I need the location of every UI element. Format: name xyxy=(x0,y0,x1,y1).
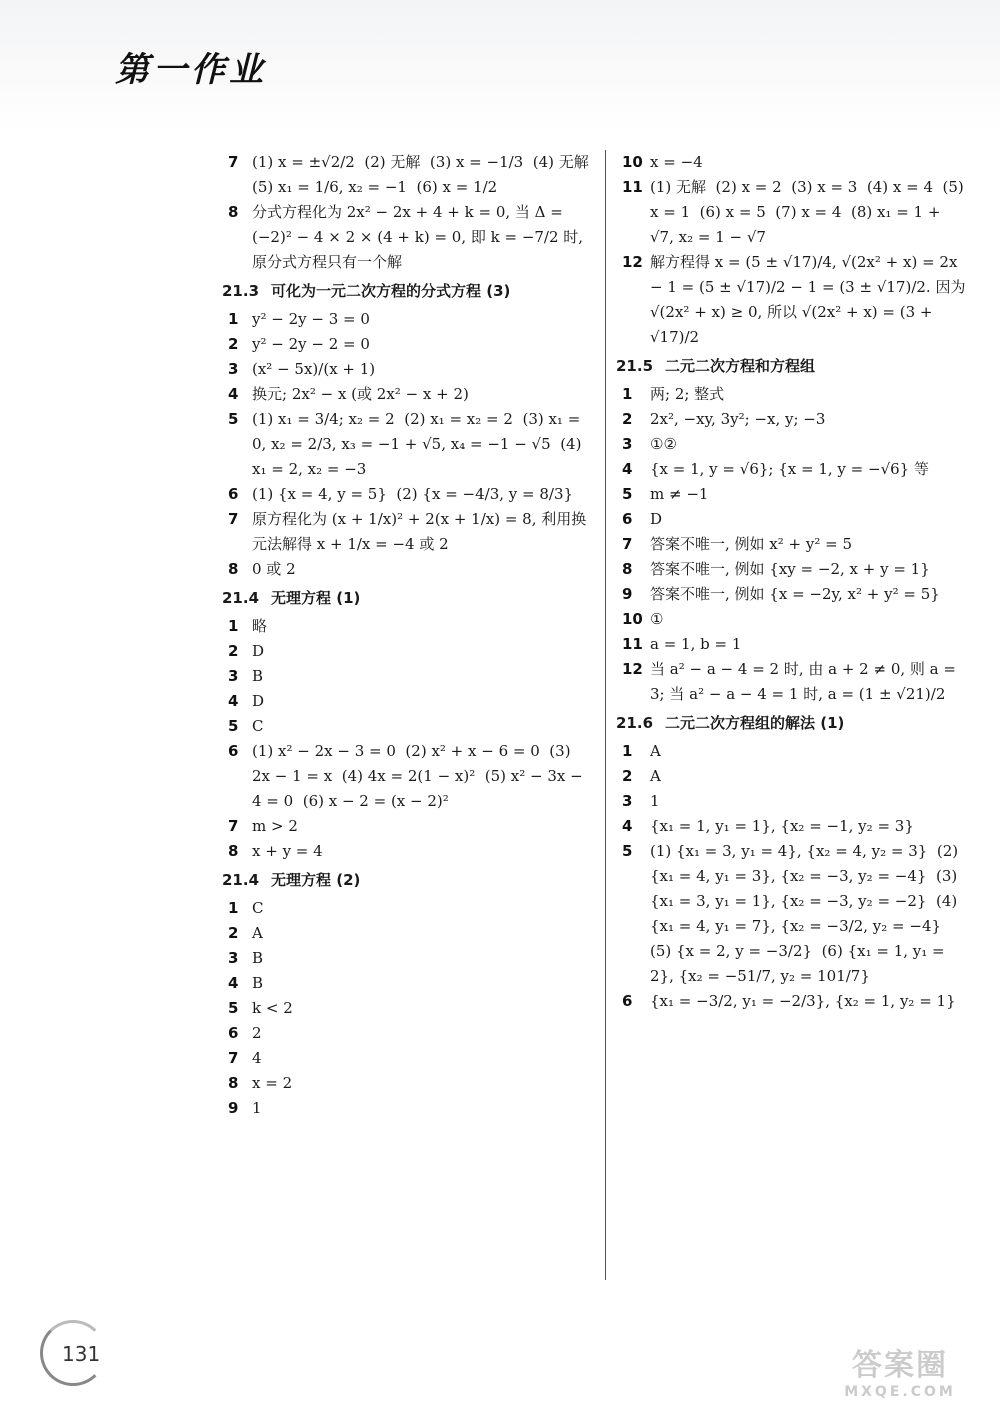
answer-item xyxy=(228,921,590,946)
answer-text: ① xyxy=(650,610,664,628)
answer-text: 当 a² − a − 4 = 2 时, 由 a + 2 ≠ 0, 则 a = 3; 当 a² − a − 4 = 1 时, a = (1 ± √21)/2 xyxy=(650,660,961,703)
answer-number: 9 xyxy=(622,585,633,603)
answer-number: 7 xyxy=(228,510,239,528)
answer-number: 3 xyxy=(622,435,633,453)
section-code: 21.5 xyxy=(616,357,654,375)
answer-item xyxy=(228,996,590,1021)
answer-number: 5 xyxy=(228,410,239,428)
answer-number: 7 xyxy=(622,535,633,553)
answer-item xyxy=(228,839,590,864)
answer-text: (1) {x = 4, y = 5} (2) {x = −4/3, y = 8/3} xyxy=(252,485,574,503)
answer-text: m ≠ −1 xyxy=(650,485,709,503)
answer-item xyxy=(228,664,590,689)
answer-item xyxy=(228,1046,590,1071)
answer-item xyxy=(228,507,590,557)
answer-number: 1 xyxy=(228,310,239,328)
column-divider xyxy=(605,150,606,1280)
answer-text: 1 xyxy=(650,792,660,810)
answer-number: 3 xyxy=(228,949,239,967)
answer-number: 4 xyxy=(228,385,239,403)
answer-text: x = 2 xyxy=(252,1074,293,1092)
answer-number: 10 xyxy=(622,610,643,628)
answer-item xyxy=(622,814,967,839)
answer-number: 4 xyxy=(228,974,239,992)
section-heading xyxy=(222,586,590,610)
answer-text: 解方程得 x = (5 ± √17)/4, √(2x² + x) = 2x − 1 = (5 ± √17)/2 − 1 = (3 ± √17)/2. 因为 √(2x² + x) ≥ 0, 所以 √(2x² + x) = (3 + √17)/2 xyxy=(650,253,971,346)
answer-item xyxy=(622,250,971,350)
answer-item xyxy=(228,689,590,714)
answer-item xyxy=(228,714,590,739)
answer-item xyxy=(228,382,590,407)
answer-text: 略 xyxy=(252,617,268,635)
answer-item xyxy=(622,557,967,582)
answer-text: 答案不唯一, 例如 {x = −2y, x² + y² = 5} xyxy=(650,585,940,603)
answer-text: (1) x₁ = 3/4; x₂ = 2 (2) x₁ = x₂ = 2 (3) x₁ = 0, x₂ = 2/3, x₃ = −1 + √5, x₄ = −1 − √5 (4) x₁ = 2, x₂ = −3 xyxy=(252,410,587,478)
answer-number: 8 xyxy=(228,1074,239,1092)
answer-item xyxy=(622,150,967,175)
answer-number: 10 xyxy=(622,153,643,171)
right-column xyxy=(616,150,971,1014)
answer-number: 11 xyxy=(622,178,643,196)
answer-item xyxy=(622,175,967,250)
answer-text: D xyxy=(650,510,663,528)
answer-item xyxy=(228,557,590,582)
answer-text: y² − 2y − 2 = 0 xyxy=(252,335,370,353)
answer-text: 答案不唯一, 例如 x² + y² = 5 xyxy=(650,535,853,553)
answer-text: (1) 无解 (2) x = 2 (3) x = 3 (4) x = 4 (5) x = 1 (6) x = 5 (7) x = 4 (8) x₁ = 1 + √7, x₂ = 1 − √7 xyxy=(650,178,969,246)
answer-item xyxy=(228,1021,590,1046)
answer-item xyxy=(622,789,967,814)
answer-number: 3 xyxy=(622,792,633,810)
answer-item xyxy=(622,432,967,457)
section-title: 可化为一元二次方程的分式方程 (3) xyxy=(271,282,511,300)
answer-number: 4 xyxy=(622,817,633,835)
answer-item xyxy=(228,614,590,639)
answer-text: x + y = 4 xyxy=(252,842,323,860)
answer-text: {x = 1, y = √6}; {x = 1, y = −√6} 等 xyxy=(650,460,929,478)
answer-text: k < 2 xyxy=(252,999,293,1017)
answer-number: 5 xyxy=(622,485,633,503)
answer-item xyxy=(228,307,590,332)
answer-number: 12 xyxy=(622,253,643,271)
answer-number: 8 xyxy=(228,842,239,860)
answer-text: 1 xyxy=(252,1099,262,1117)
page-number: 131 xyxy=(62,1342,101,1366)
answer-item xyxy=(228,814,590,839)
answer-number: 6 xyxy=(228,1024,239,1042)
answer-text: a = 1, b = 1 xyxy=(650,635,742,653)
section-title: 无理方程 (2) xyxy=(271,871,361,889)
answer-item xyxy=(228,639,590,664)
watermark-main: 答案圈 xyxy=(852,1348,948,1383)
answer-item xyxy=(622,764,967,789)
answer-item xyxy=(622,607,967,632)
answer-number: 1 xyxy=(622,742,633,760)
answer-number: 1 xyxy=(228,617,239,635)
answer-text: D xyxy=(252,642,265,660)
answer-item xyxy=(622,482,967,507)
answer-text: A xyxy=(650,742,661,760)
answer-text: x = −4 xyxy=(650,153,703,171)
answer-number: 6 xyxy=(622,510,633,528)
answer-text: (1) x² − 2x − 3 = 0 (2) x² + x − 6 = 0 (3) 2x − 1 = x (4) 4x = 2(1 − x)² (5) x² − 3x − 4 = 0 (6) x − 2 = (x − 2)² xyxy=(252,742,588,810)
section-heading xyxy=(222,279,590,303)
answer-text: 2 xyxy=(252,1024,262,1042)
answer-item xyxy=(622,632,967,657)
answer-number: 12 xyxy=(622,660,643,678)
answer-number: 2 xyxy=(622,410,633,428)
answer-number: 4 xyxy=(622,460,633,478)
answer-number: 5 xyxy=(228,717,239,735)
answer-text: (x² − 5x)/(x + 1) xyxy=(252,360,376,378)
answer-number: 2 xyxy=(228,642,239,660)
answer-item xyxy=(622,657,967,707)
answer-item xyxy=(228,407,590,482)
answer-number: 1 xyxy=(228,899,239,917)
answer-item xyxy=(622,739,967,764)
answer-item xyxy=(228,896,590,921)
answer-number: 8 xyxy=(228,560,239,578)
answer-item xyxy=(622,532,967,557)
answer-text: A xyxy=(650,767,661,785)
section-title: 二元二次方程和方程组 xyxy=(665,357,816,375)
answer-text: A xyxy=(252,924,263,942)
answer-number: 6 xyxy=(622,992,633,1010)
answer-item xyxy=(622,457,967,482)
answer-number: 9 xyxy=(228,1099,239,1117)
answer-number: 2 xyxy=(228,924,239,942)
answer-text: B xyxy=(252,974,264,992)
answer-text: 原方程化为 (x + 1/x)² + 2(x + 1/x) = 8, 利用换元法解得 x + 1/x = −4 或 2 xyxy=(252,510,587,553)
answer-text: 2x², −xy, 3y²; −x, y; −3 xyxy=(650,410,826,428)
answer-item xyxy=(228,150,590,200)
answer-number: 7 xyxy=(228,817,239,835)
answer-item xyxy=(228,332,590,357)
section-heading xyxy=(222,868,590,892)
answer-number: 6 xyxy=(228,485,239,503)
answer-number: 8 xyxy=(228,203,239,221)
section-heading xyxy=(616,711,967,735)
watermark-sub: MXQE.COM xyxy=(844,1384,956,1400)
answer-item xyxy=(622,382,967,407)
answer-text: {x₁ = 1, y₁ = 1}, {x₂ = −1, y₂ = 3} xyxy=(650,817,914,835)
answer-text: (1) {x₁ = 3, y₁ = 4}, {x₂ = 4, y₂ = 3} (2) {x₁ = 4, y₁ = 3}, {x₂ = −3, y₂ = −4} (3) {x₁ = 3, y₁ = 1}, {x₂ = −3, y₂ = −2} (4) {x₁ = 4, y₁ = 7}, {x₂ = −3/2, y₂ = −4} (5) {x = 2, y = −3/2} (6) {x₁ = 1, y₁ = 2}, {x₂ = −51/7, y₂ = 101/7} xyxy=(650,842,963,985)
answer-text: ①② xyxy=(650,435,677,453)
answer-item xyxy=(622,582,967,607)
answer-number: 6 xyxy=(228,742,239,760)
answer-item xyxy=(622,407,967,432)
answer-number: 2 xyxy=(228,335,239,353)
answer-number: 5 xyxy=(228,999,239,1017)
answer-number: 11 xyxy=(622,635,643,653)
answer-number: 1 xyxy=(622,385,633,403)
answer-number: 5 xyxy=(622,842,633,860)
answer-text: 分式方程化为 2x² − 2x + 4 + k = 0, 当 Δ = (−2)² − 4 × 2 × (4 + k) = 0, 即 k = −7/2 时, 原分式方程只有一个解 xyxy=(252,203,588,271)
answer-text: C xyxy=(252,717,264,735)
section-code: 21.4 xyxy=(222,871,260,889)
answer-text: 答案不唯一, 例如 {xy = −2, x + y = 1} xyxy=(650,560,930,578)
answer-item xyxy=(228,1071,590,1096)
answer-text: 换元; 2x² − x (或 2x² − x + 2) xyxy=(252,385,469,403)
section-code: 21.6 xyxy=(616,714,654,732)
watermark-logo xyxy=(820,1340,980,1410)
answer-item xyxy=(228,200,590,275)
section-title: 无理方程 (1) xyxy=(271,589,361,607)
answer-item xyxy=(228,357,590,382)
answer-text: 4 xyxy=(252,1049,262,1067)
answer-text: m > 2 xyxy=(252,817,298,835)
answer-number: 4 xyxy=(228,692,239,710)
answer-item xyxy=(228,1096,590,1121)
section-title: 二元二次方程组的解法 (1) xyxy=(665,714,845,732)
brand-title: 第一作业 xyxy=(115,50,267,90)
answer-item xyxy=(622,839,967,989)
answer-number: 3 xyxy=(228,360,239,378)
answer-item xyxy=(622,507,967,532)
answer-number: 3 xyxy=(228,667,239,685)
section-code: 21.4 xyxy=(222,589,260,607)
answer-text: {x₁ = −3/2, y₁ = −2/3}, {x₂ = 1, y₂ = 1} xyxy=(650,992,956,1010)
answer-text: B xyxy=(252,949,264,967)
answer-item xyxy=(622,989,967,1014)
answer-text: (1) x = ±√2/2 (2) 无解 (3) x = −1/3 (4) 无解 (5) x₁ = 1/6, x₂ = −1 (6) x = 1/2 xyxy=(252,153,589,196)
answer-text: 0 或 2 xyxy=(252,560,296,578)
answer-item xyxy=(228,739,590,814)
answer-text: D xyxy=(252,692,265,710)
answer-text: 两; 2; 整式 xyxy=(650,385,725,403)
section-code: 21.3 xyxy=(222,282,260,300)
answer-item xyxy=(228,971,590,996)
answer-number: 2 xyxy=(622,767,633,785)
answer-number: 7 xyxy=(228,1049,239,1067)
section-heading xyxy=(616,354,967,378)
answer-item xyxy=(228,482,590,507)
answer-number: 7 xyxy=(228,153,239,171)
answer-item xyxy=(228,946,590,971)
left-column xyxy=(222,150,590,1121)
answer-text: B xyxy=(252,667,264,685)
answer-text: C xyxy=(252,899,264,917)
answer-text: y² − 2y − 3 = 0 xyxy=(252,310,370,328)
answer-number: 8 xyxy=(622,560,633,578)
